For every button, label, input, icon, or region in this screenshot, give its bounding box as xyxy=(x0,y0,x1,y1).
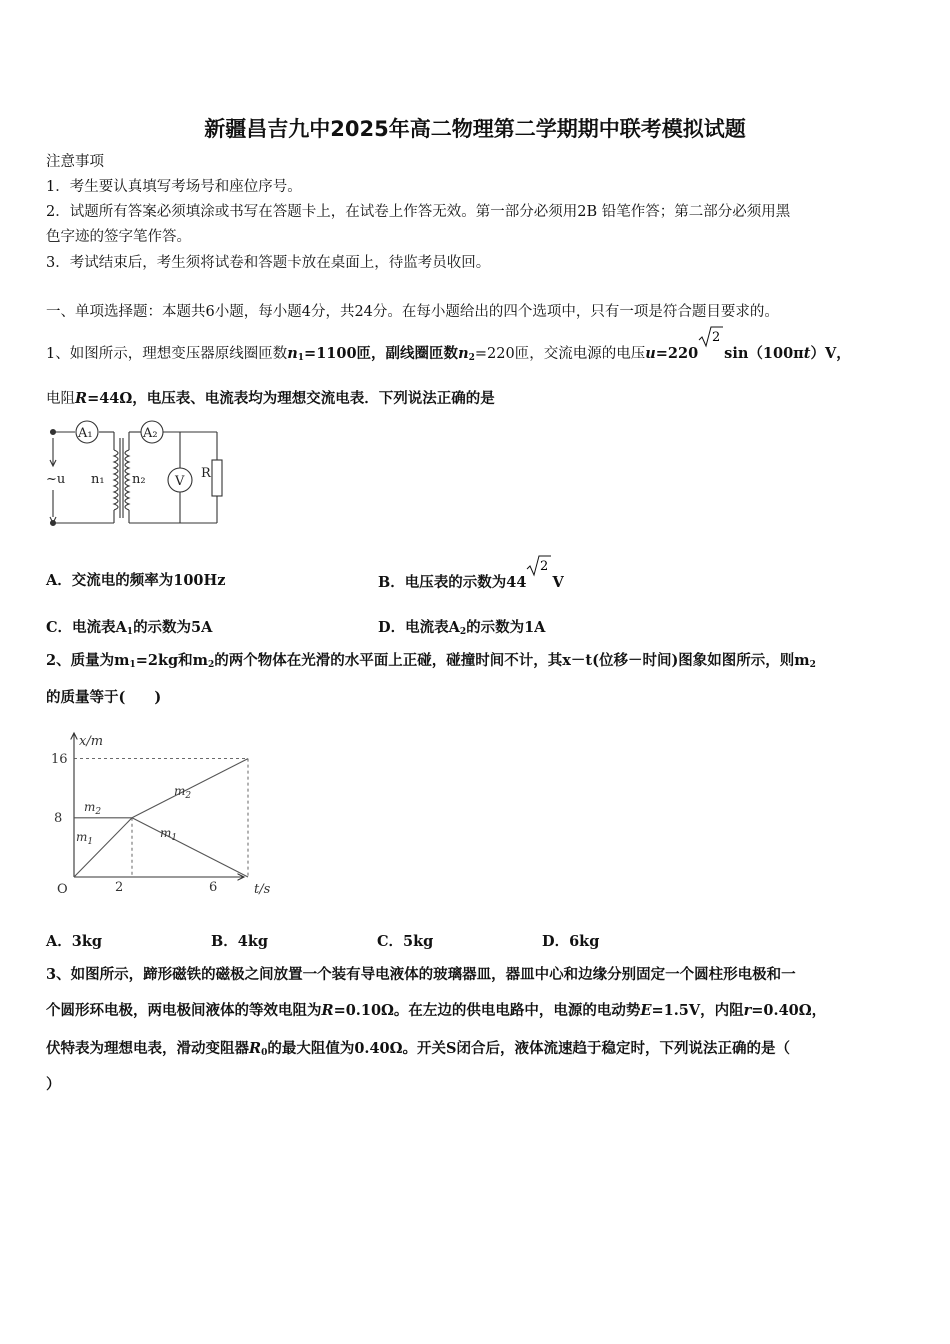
y-axis-label: x/m xyxy=(79,734,104,749)
q1-text-6: ）V， xyxy=(810,345,851,362)
primary-coil-label: n₁ xyxy=(91,472,105,487)
q3-r0-sub: 0 xyxy=(261,1048,268,1058)
q1-text-2: =1100匝，副线圈匝数 xyxy=(304,345,459,362)
q2-sub-1: 1 xyxy=(129,660,136,670)
q1-n2-var: n xyxy=(458,345,469,362)
m2-label-left: $m_2$ xyxy=(84,800,102,817)
q1-stem-line2 xyxy=(46,389,495,409)
q1-line2-text: 电阻 xyxy=(46,391,75,407)
q3-line2 xyxy=(46,1001,826,1021)
resistor-label: R xyxy=(201,466,211,481)
q2-option-c[interactable]: C．5kg xyxy=(377,933,434,950)
x-tick-6: 6 xyxy=(209,880,218,895)
secondary-coil-label: n₂ xyxy=(132,472,146,487)
m1-label-left: $m_1$ xyxy=(76,830,94,847)
q3-r-var: R xyxy=(321,1002,334,1019)
q2-option-b[interactable]: B．4kg xyxy=(211,933,269,950)
q3-r0-var: R xyxy=(249,1040,262,1057)
notice-item-1: 1．考生要认真填写考场号和座位序号。 xyxy=(46,179,302,195)
q1-line2-text-b: =44Ω，电压表、电流表均为理想交流电表．下列说法正确的是 xyxy=(87,390,495,407)
q3-line2-text-d: =0.40Ω， xyxy=(751,1002,827,1019)
q1-stem-line1 xyxy=(46,330,851,368)
q1-n1-var: n xyxy=(287,345,298,362)
q3-line2-text-c: =1.5V，内阻 xyxy=(651,1002,744,1019)
m1-label-right: $m_1$ xyxy=(160,826,178,843)
q1-option-c-text: C．电流表A xyxy=(46,619,127,636)
source-label: ~u xyxy=(46,472,66,487)
q2-option-a[interactable]: A．3kg xyxy=(46,933,103,950)
q1-u-var: u xyxy=(645,345,656,362)
q3-e-var: E xyxy=(640,1002,652,1019)
q1-root-num: 2 xyxy=(712,330,721,345)
q1-text-3: =220匝，交流电源的电压 xyxy=(474,346,646,362)
q1-u-value: =220 xyxy=(655,345,699,362)
q1-text-5: sin（100π xyxy=(724,345,804,362)
q3-line3 xyxy=(46,1039,790,1063)
notice-item-2: 2．试题所有答案必须填涂或书写在答题卡上，在试卷上作答无效。第一部分必须用2B 铅笔作答；第二部分必须用黑 xyxy=(46,204,791,220)
page-title: 新疆昌吉九中2025年高二物理第二学期期中联考模拟试题 xyxy=(204,117,746,141)
series-m1-segment-2 xyxy=(132,818,248,877)
q3-line2-text: 个圆形环电极，两电极间液体的等效电阻为 xyxy=(46,1002,322,1019)
q3-line4: ） xyxy=(46,1076,61,1093)
origin-label: O xyxy=(57,882,68,897)
q1-text: 1、如图所示，理想变压器原线圈匝数 xyxy=(46,346,288,362)
q1-option-c-text-b: 的示数为5A xyxy=(133,619,213,636)
ammeter-a2-label: A₂ xyxy=(143,426,158,441)
q2-stem-line1 xyxy=(46,651,816,675)
q2-text-1: 2、质量为m xyxy=(46,652,130,669)
m2-label-right: $m_2$ xyxy=(174,784,192,801)
q2-text-3: 的两个物体在光滑的水平面上正碰，碰撞时间不计，其x－t(位移－时间)图象如图所示，则m xyxy=(214,652,810,669)
q1-option-d-text-b: 的示数为1A xyxy=(466,619,546,636)
x-tick-2: 2 xyxy=(115,880,124,895)
q1-option-d-sub: 2 xyxy=(459,627,467,637)
q1-n2-sub: 2 xyxy=(468,353,475,363)
q2-option-d[interactable]: D．6kg xyxy=(542,933,600,950)
q1-n1-sub: 1 xyxy=(297,353,305,363)
q2-text-2: =2kg和m xyxy=(135,652,208,669)
series-m2-segment-2 xyxy=(132,759,248,818)
notice-heading: 注意事项 xyxy=(46,154,104,170)
q1-option-b-text: B．电压表的示数为44 xyxy=(378,574,527,591)
q1-option-b-unit: V xyxy=(552,574,564,591)
q1-t-var: t xyxy=(803,345,811,362)
section-heading: 一、单项选择题：本题共6小题，每小题4分，共24分。在每小题给出的四个选项中，只有一项是符合题目要求的。 xyxy=(46,304,779,320)
q1-option-b-root: 2 xyxy=(540,559,549,574)
q2-sub-2: 2 xyxy=(207,660,215,670)
q1-r-var: R xyxy=(75,390,88,407)
sqrt-icon xyxy=(698,330,724,360)
notice-item-2-cont: 色字迹的签字笔作答。 xyxy=(46,229,191,245)
q1-option-d-text: D．电流表A xyxy=(378,619,460,636)
y-tick-8: 8 xyxy=(54,811,63,826)
q3-line3-text: 伏特表为理想电表，滑动变阻器 xyxy=(46,1040,249,1057)
q1-option-c-sub: 1 xyxy=(126,627,134,637)
notice-item-3: 3．考试结束后，考生须将试卷和答题卡放在桌面上，待监考员收回。 xyxy=(46,255,491,271)
sqrt-icon xyxy=(526,559,552,589)
q1-option-c[interactable] xyxy=(46,616,212,637)
x-axis-label: t/s xyxy=(254,882,271,897)
q2-sub-3: 2 xyxy=(809,660,816,670)
q1-option-b[interactable] xyxy=(378,559,564,592)
q1-option-d[interactable] xyxy=(378,616,545,637)
q3-small-r-var: r xyxy=(743,1002,752,1019)
xt-graph xyxy=(44,725,284,900)
series-m1-segment-1 xyxy=(74,818,132,877)
q3-line2-text-b: =0.10Ω。在左边的供电电路中，电源的电动势 xyxy=(333,1002,641,1019)
transformer-circuit-diagram xyxy=(44,420,234,532)
voltmeter-label: V xyxy=(175,474,185,489)
q3-line1: 3、如图所示，蹄形磁铁的磁极之间放置一个装有导电液体的玻璃器皿，器皿中心和边缘分别固定一个圆柱形电极和一 xyxy=(46,966,796,983)
q1-option-a[interactable]: A．交流电的频率为100Hz xyxy=(46,572,226,589)
ammeter-a1-label: A₁ xyxy=(78,426,93,441)
y-tick-16: 16 xyxy=(51,752,68,767)
q3-line3-text-b: 的最大阻值为0.40Ω。开关S闭合后，液体流速趋于稳定时，下列说法正确的是（ xyxy=(267,1040,791,1057)
q2-stem-line2: 的质量等于( ) xyxy=(46,689,162,706)
